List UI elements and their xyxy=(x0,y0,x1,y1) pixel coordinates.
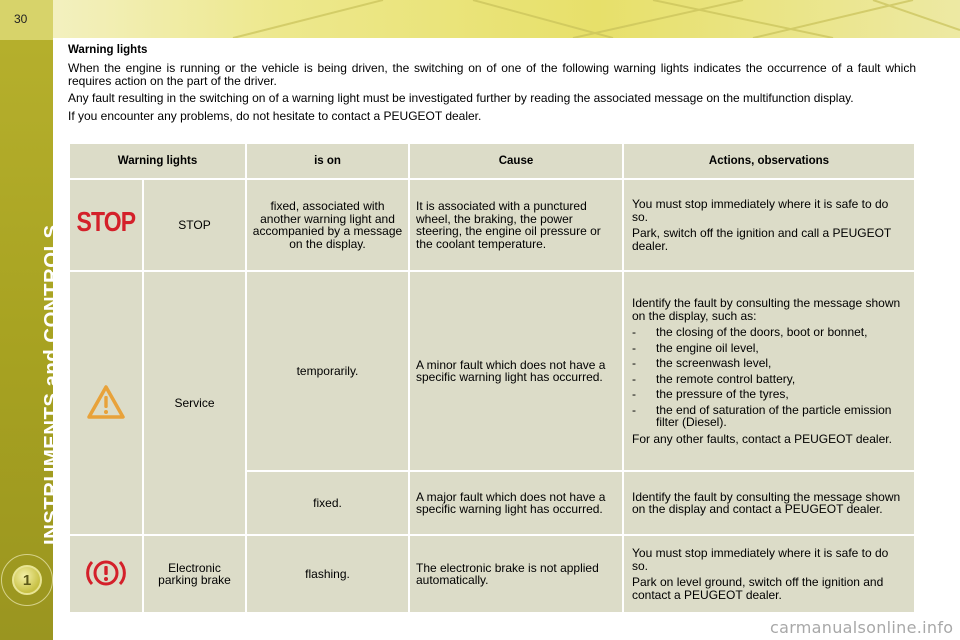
list-item: - the remote control battery, xyxy=(632,373,906,386)
action-text: Identify the fault by consulting the message shown on the display, such as: xyxy=(632,296,901,323)
intro-paragraph: When the engine is running or the vehicle is being driven, the switching on of one of the following warning lights indicates the occurrence of a fault which requires action on the part of the driver. xyxy=(68,61,916,88)
light-name: Electronic parking brake xyxy=(143,535,246,613)
actions-cell xyxy=(623,271,915,471)
light-name: STOP xyxy=(143,179,246,271)
actions-cell xyxy=(623,179,915,271)
warning-triangle-icon xyxy=(86,384,126,420)
intro-paragraph: Any fault resulting in the switching on of a warning light must be investigated further by reading the associated message on the multifunction display. xyxy=(68,91,854,105)
brake-light-cell xyxy=(69,535,143,613)
is-on-text: temporarily. xyxy=(246,271,409,471)
header-cause: Cause xyxy=(409,143,623,179)
list-item: - the engine oil level, xyxy=(632,342,906,355)
chapter-title: INSTRUMENTS and CONTROLS xyxy=(40,224,63,545)
stop-icon: STOP xyxy=(76,206,136,238)
chapter-badge: 1 xyxy=(12,565,42,595)
header-actions: Actions, observations xyxy=(623,143,915,179)
header-warning-lights: Warning lights xyxy=(69,143,246,179)
parking-brake-icon xyxy=(85,556,127,590)
list-item: - the closing of the doors, boot or bonnet, xyxy=(632,326,906,339)
list-item: - the end of saturation of the particle emission filter (Diesel). xyxy=(632,404,906,429)
service-light-cell xyxy=(69,271,143,535)
cause-text: It is associated with a punctured wheel, the braking, the power steering, the engine oil pressure or the coolant temperature. xyxy=(409,179,623,271)
list-item: - the pressure of the tyres, xyxy=(632,388,906,401)
watermark: carmanualsonline.info xyxy=(770,618,954,637)
fault-list xyxy=(632,326,906,429)
cause-text: A major fault which does not have a specific warning light has occurred. xyxy=(409,471,623,535)
action-text: Park on level ground, switch off the ignition and contact a PEUGEOT dealer. xyxy=(632,575,884,602)
intro-paragraph: If you encounter any problems, do not hesitate to contact a PEUGEOT dealer. xyxy=(68,108,482,123)
page-number-box xyxy=(0,0,53,40)
header-band xyxy=(53,0,960,38)
action-text: Park, switch off the ignition and call a PEUGEOT dealer. xyxy=(632,226,892,253)
action-text: Identify the fault by consulting the message shown on the display and contact a PEUGEOT dealer. xyxy=(623,471,915,535)
stop-light-cell xyxy=(69,179,143,271)
cause-text: A minor fault which does not have a specific warning light has occurred. xyxy=(409,271,623,471)
cause-text: The electronic brake is not applied automatically. xyxy=(409,535,623,613)
actions-cell xyxy=(623,535,915,613)
light-name: Service xyxy=(143,271,246,535)
list-item: - the screenwash level, xyxy=(632,357,906,370)
is-on-text: fixed, associated with another warning light and accompanied by a message on the display. xyxy=(246,179,409,271)
header-is-on: is on xyxy=(246,143,409,179)
action-text: You must stop immediately where it is safe to do so. xyxy=(632,546,889,573)
is-on-text: flashing. xyxy=(246,535,409,613)
page-number: 30 xyxy=(14,12,28,26)
header-decoration xyxy=(53,0,960,38)
table-header-row xyxy=(69,143,915,179)
is-on-text: fixed. xyxy=(246,471,409,535)
table-row-service-temporarily xyxy=(69,271,915,471)
action-text: For any other faults, contact a PEUGEOT dealer. xyxy=(632,431,892,446)
intro-section xyxy=(68,44,916,127)
table-row-parking-brake xyxy=(69,535,915,613)
table-row-stop xyxy=(69,179,915,271)
action-text: You must stop immediately where it is safe to do so. xyxy=(632,197,889,224)
section-heading: Warning lights xyxy=(68,44,148,56)
warning-lights-table xyxy=(68,142,916,614)
